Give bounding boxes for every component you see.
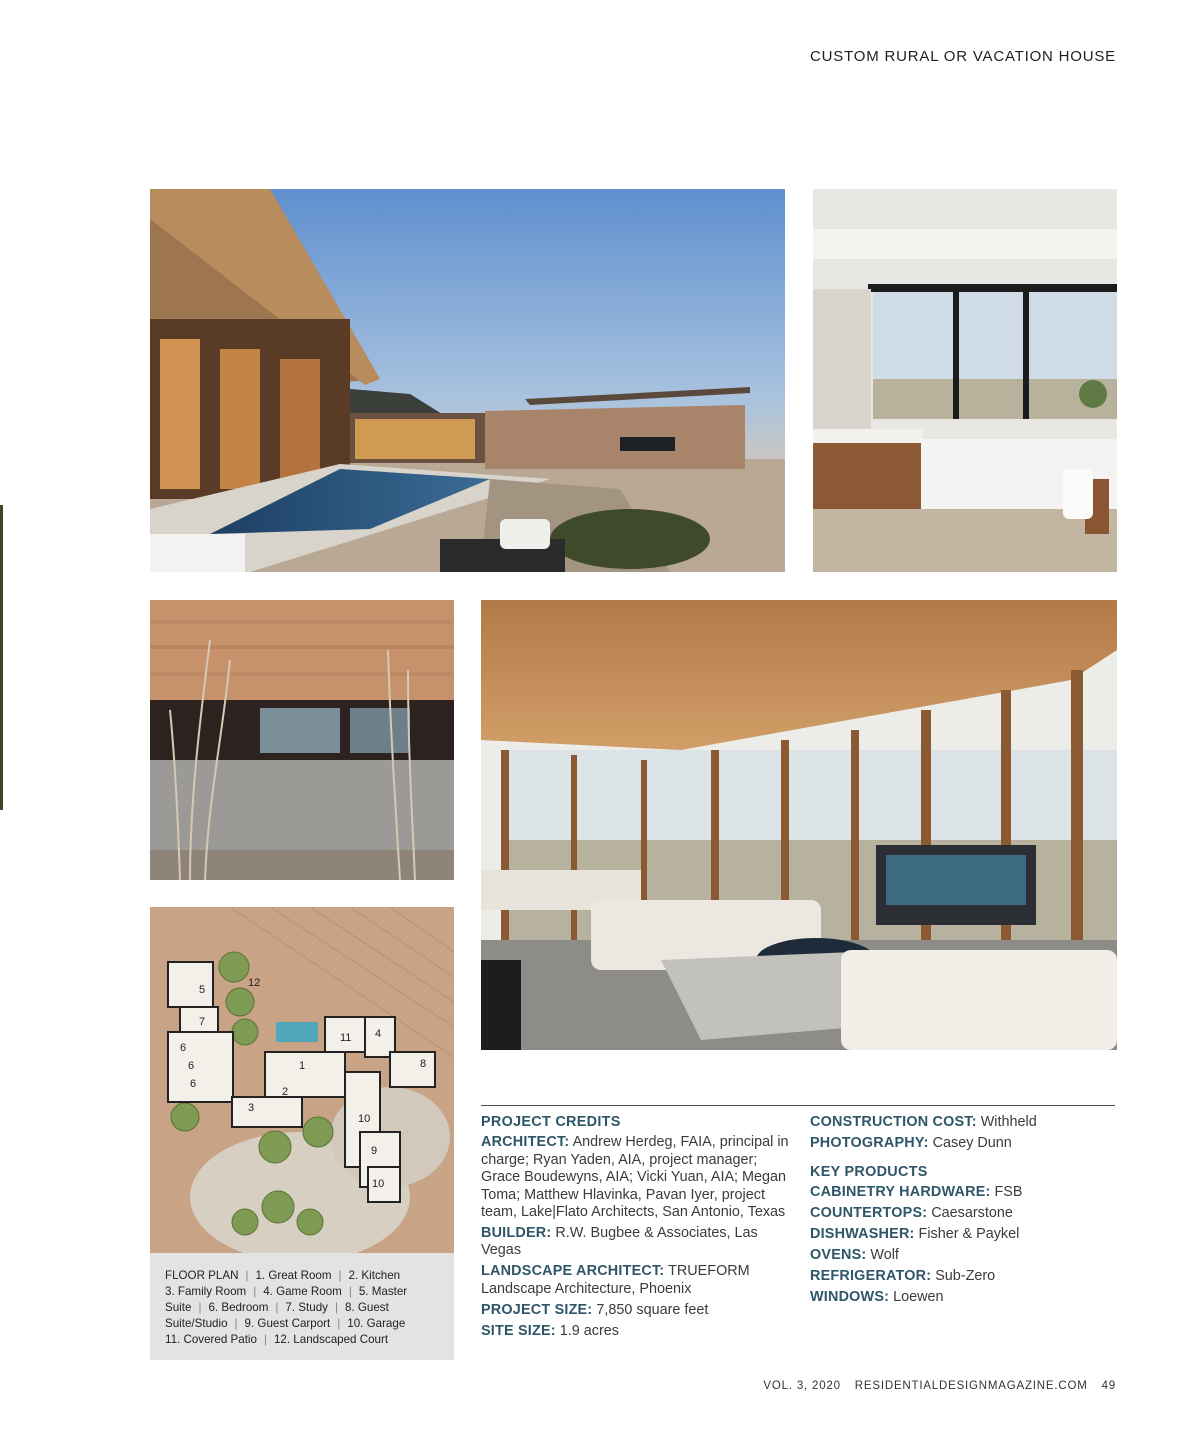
section-title: CUSTOM RURAL OR VACATION HOUSE (810, 48, 1116, 65)
product-label: DISHWASHER: (810, 1226, 915, 1243)
product-entry-countertops (810, 1205, 1116, 1222)
page-footer (763, 1380, 1116, 1392)
credits-divider (481, 1105, 1115, 1106)
product-entry-cabinetry-hardware (810, 1184, 1116, 1201)
credit-value: TRUEFORM Landscape Architecture, Phoenix (481, 1263, 750, 1297)
credit-value: Andrew Herdeg, FAIA, principal in charge; Ryan Yaden, AIA, project manager; Grace Boudewyns, AIA; Vicki Yuan, AIA; Megan Toma; Matthew Hlavinka, Pavan Iyer, project team, Lake|Flato Architects, San Antonio, Texas (481, 1134, 789, 1221)
product-entry-dishwasher (810, 1226, 1116, 1243)
caption-item: 1. Great Room (255, 1269, 332, 1282)
pool-courtyard-photo (150, 189, 785, 572)
product-entry-ovens (810, 1247, 1116, 1264)
plan-label-11: 11 (340, 1032, 352, 1044)
plan-label-10a: 10 (358, 1113, 371, 1125)
credit-label: CONSTRUCTION COST: (810, 1114, 977, 1130)
product-value: FSB (994, 1184, 1023, 1201)
credit-entry-site-size (481, 1323, 793, 1340)
caption-item: 6. Bedroom (208, 1301, 269, 1314)
caption-item: Suite/Studio (165, 1317, 228, 1330)
caption-item: 8. Guest (344, 1301, 389, 1314)
caption-item: Suite (165, 1301, 192, 1314)
credit-value: Casey Dunn (932, 1135, 1012, 1151)
plan-label-8: 8 (420, 1058, 427, 1070)
caption-line: Suite | 6. Bedroom | 7. Study | 8. Guest (165, 1301, 389, 1314)
plan-label-6a: 6 (180, 1042, 187, 1054)
credit-label: PROJECT SIZE: (481, 1301, 593, 1318)
credit-entry-architect (481, 1134, 793, 1221)
product-value: Wolf (870, 1247, 899, 1264)
caption-item: 10. Garage (347, 1317, 406, 1330)
floor-plan-caption (150, 1253, 454, 1360)
plan-label-9: 9 (371, 1145, 378, 1157)
master-bath-photo (813, 189, 1117, 572)
product-label: OVENS: (810, 1247, 867, 1264)
caption-line: 3. Family Room | 4. Game Room | 5. Master (165, 1285, 408, 1298)
product-value: Sub-Zero (935, 1268, 996, 1285)
project-credits (481, 1114, 793, 1344)
plan-label-5: 5 (199, 984, 206, 996)
product-value: Fisher & Paykel (918, 1226, 1020, 1243)
credit-label: PHOTOGRAPHY: (810, 1135, 929, 1151)
credit-entry-builder (481, 1225, 793, 1260)
caption-line: Suite/Studio | 9. Guest Carport | 10. Garage (165, 1317, 406, 1330)
plan-label-3: 3 (248, 1102, 255, 1114)
plan-label-2: 2 (282, 1086, 289, 1098)
page-number: 49 (1101, 1380, 1116, 1392)
caption-item: 5. Master (358, 1285, 408, 1298)
great-room-photo (481, 600, 1117, 1050)
product-entry-refrigerator (810, 1268, 1116, 1285)
rammed-earth-wall-photo (150, 600, 454, 880)
caption-line: 11. Covered Patio | 12. Landscaped Court (165, 1333, 389, 1346)
project-credits-heading: PROJECT CREDITS (481, 1114, 621, 1130)
caption-item: 3. Family Room (165, 1285, 247, 1298)
caption-item: 4. Game Room (263, 1285, 342, 1298)
product-value: Loewen (893, 1289, 944, 1306)
key-products (810, 1114, 1116, 1310)
credit-value: 1.9 acres (559, 1322, 619, 1339)
product-label: CABINETRY HARDWARE: (810, 1184, 991, 1201)
credit-value: 7,850 square feet (596, 1301, 709, 1318)
plan-label-6c: 6 (190, 1078, 197, 1090)
caption-item: FLOOR PLAN (165, 1269, 239, 1282)
credit-label: LANDSCAPE ARCHITECT: (481, 1263, 665, 1280)
caption-line: FLOOR PLAN | 1. Great Room | 2. Kitchen (165, 1269, 401, 1282)
plan-label-4: 4 (375, 1028, 382, 1040)
credit-label: BUILDER: (481, 1225, 552, 1242)
product-label: COUNTERTOPS: (810, 1205, 928, 1222)
page-edge-mark (0, 505, 3, 810)
caption-item: 7. Study (285, 1301, 328, 1314)
product-label: WINDOWS: (810, 1289, 890, 1306)
product-label: REFRIGERATOR: (810, 1268, 932, 1285)
credit-value: Withheld (980, 1114, 1037, 1130)
credit-entry-construction-cost (810, 1114, 1116, 1131)
caption-item: 12. Landscaped Court (273, 1333, 389, 1346)
floor-plan (150, 907, 454, 1253)
caption-item: 9. Guest Carport (244, 1317, 331, 1330)
plan-label-1: 1 (299, 1060, 306, 1072)
footer-volume: VOL. 3, 2020 (763, 1380, 841, 1392)
credit-label: SITE SIZE: (481, 1322, 556, 1339)
key-products-heading: KEY PRODUCTS (810, 1164, 928, 1180)
credit-value: R.W. Bugbee & Associates, Las Vegas (481, 1225, 758, 1259)
plan-label-12: 12 (248, 977, 261, 989)
caption-item: 2. Kitchen (348, 1269, 401, 1282)
plan-label-7: 7 (199, 1016, 206, 1028)
plan-label-10b: 10 (372, 1178, 385, 1190)
credit-label: ARCHITECT: (481, 1134, 570, 1151)
product-value: Caesarstone (931, 1205, 1013, 1222)
footer-website: RESIDENTIALDESIGNMAGAZINE.COM (854, 1380, 1088, 1392)
caption-item: 11. Covered Patio (165, 1333, 257, 1346)
credit-entry-landscape-architect (481, 1263, 793, 1298)
credit-entry-project-size (481, 1302, 793, 1319)
credit-entry-photography (810, 1135, 1116, 1152)
plan-label-6b: 6 (188, 1060, 195, 1072)
product-entry-windows (810, 1289, 1116, 1306)
